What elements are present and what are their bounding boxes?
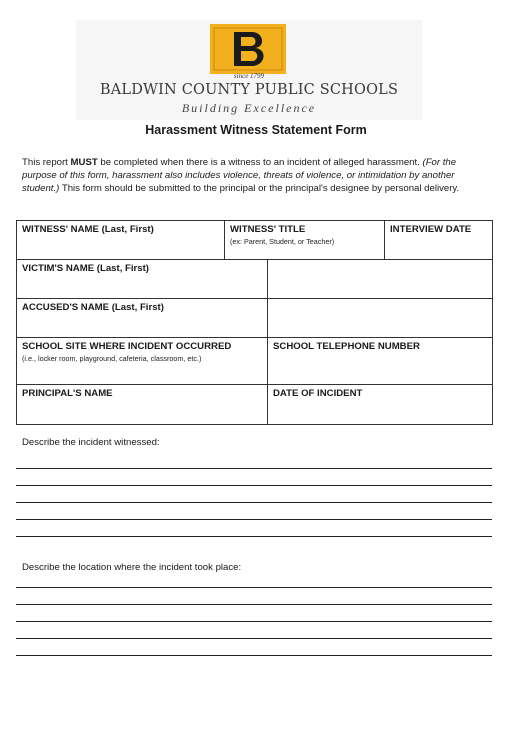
victim-name-label: VICTIM'S NAME (Last, First) [22, 263, 150, 274]
school-site-field[interactable] [17, 338, 268, 385]
accused-name-entry[interactable] [268, 299, 493, 338]
school-phone-field[interactable] [268, 338, 493, 385]
district-logo [76, 20, 422, 120]
intro-part3: This form should be submitted to the principal or the principal's designee by personal delivery. [59, 183, 460, 194]
location-line[interactable] [16, 604, 492, 605]
incident-line[interactable] [16, 519, 492, 520]
incident-date-label: DATE OF INCIDENT [273, 388, 363, 399]
describe-incident-label: Describe the incident witnessed: [22, 437, 160, 448]
accused-name-field[interactable] [17, 299, 268, 338]
info-table [16, 220, 493, 425]
location-line[interactable] [16, 621, 492, 622]
incident-date-field[interactable] [268, 385, 493, 425]
b-logo-icon [210, 24, 286, 74]
intro-paragraph [22, 156, 492, 195]
location-line[interactable] [16, 587, 492, 588]
witness-title-field[interactable] [225, 221, 385, 260]
principal-name-label: PRINCIPAL'S NAME [22, 388, 113, 399]
school-site-label: SCHOOL SITE WHERE INCIDENT OCCURRED [22, 341, 232, 352]
table-row [17, 338, 493, 385]
logo-tagline: Building Excellence [181, 101, 317, 115]
school-phone-label: SCHOOL TELEPHONE NUMBER [273, 341, 420, 352]
table-row [17, 221, 493, 260]
witness-title-label: WITNESS' TITLE [230, 224, 306, 235]
victim-name-field[interactable] [17, 260, 268, 299]
witness-name-label: WITNESS' NAME (Last, First) [22, 224, 154, 235]
interview-date-field[interactable] [385, 221, 493, 260]
describe-location-label: Describe the location where the incident took place: [22, 562, 242, 573]
logo-school-name: BALDWIN COUNTY PUBLIC SCHOOLS [99, 82, 399, 98]
principal-name-field[interactable] [17, 385, 268, 425]
witness-title-hint: (ex: Parent, Student, or Teacher) [230, 237, 335, 246]
accused-name-label: ACCUSED'S NAME (Last, First) [22, 302, 164, 313]
table-row [17, 260, 493, 299]
intro-part2: be completed when there is a witness to an incident of alleged harassment. [97, 157, 423, 168]
incident-line[interactable] [16, 468, 492, 469]
incident-line[interactable] [16, 536, 492, 537]
victim-name-entry[interactable] [268, 260, 493, 299]
incident-line[interactable] [16, 502, 492, 503]
location-line[interactable] [16, 655, 492, 656]
intro-part1: This report [22, 157, 71, 168]
table-row [17, 299, 493, 338]
intro-italic-note: (For the purpose of this form, harassment also includes violence, threats of violence, or intimidation by another student.) [22, 157, 457, 194]
witness-name-field[interactable] [17, 221, 225, 260]
table-row [17, 385, 493, 425]
form-title: Harassment Witness Statement Form [145, 123, 367, 137]
school-site-hint: (i.e., locker room, playground, cafeteria, classroom, etc.) [22, 354, 202, 363]
logo-since-text: since 1799 [233, 72, 265, 80]
incident-line[interactable] [16, 485, 492, 486]
intro-must: MUST [70, 157, 98, 168]
location-line[interactable] [16, 638, 492, 639]
interview-date-label: INTERVIEW DATE [390, 224, 472, 235]
